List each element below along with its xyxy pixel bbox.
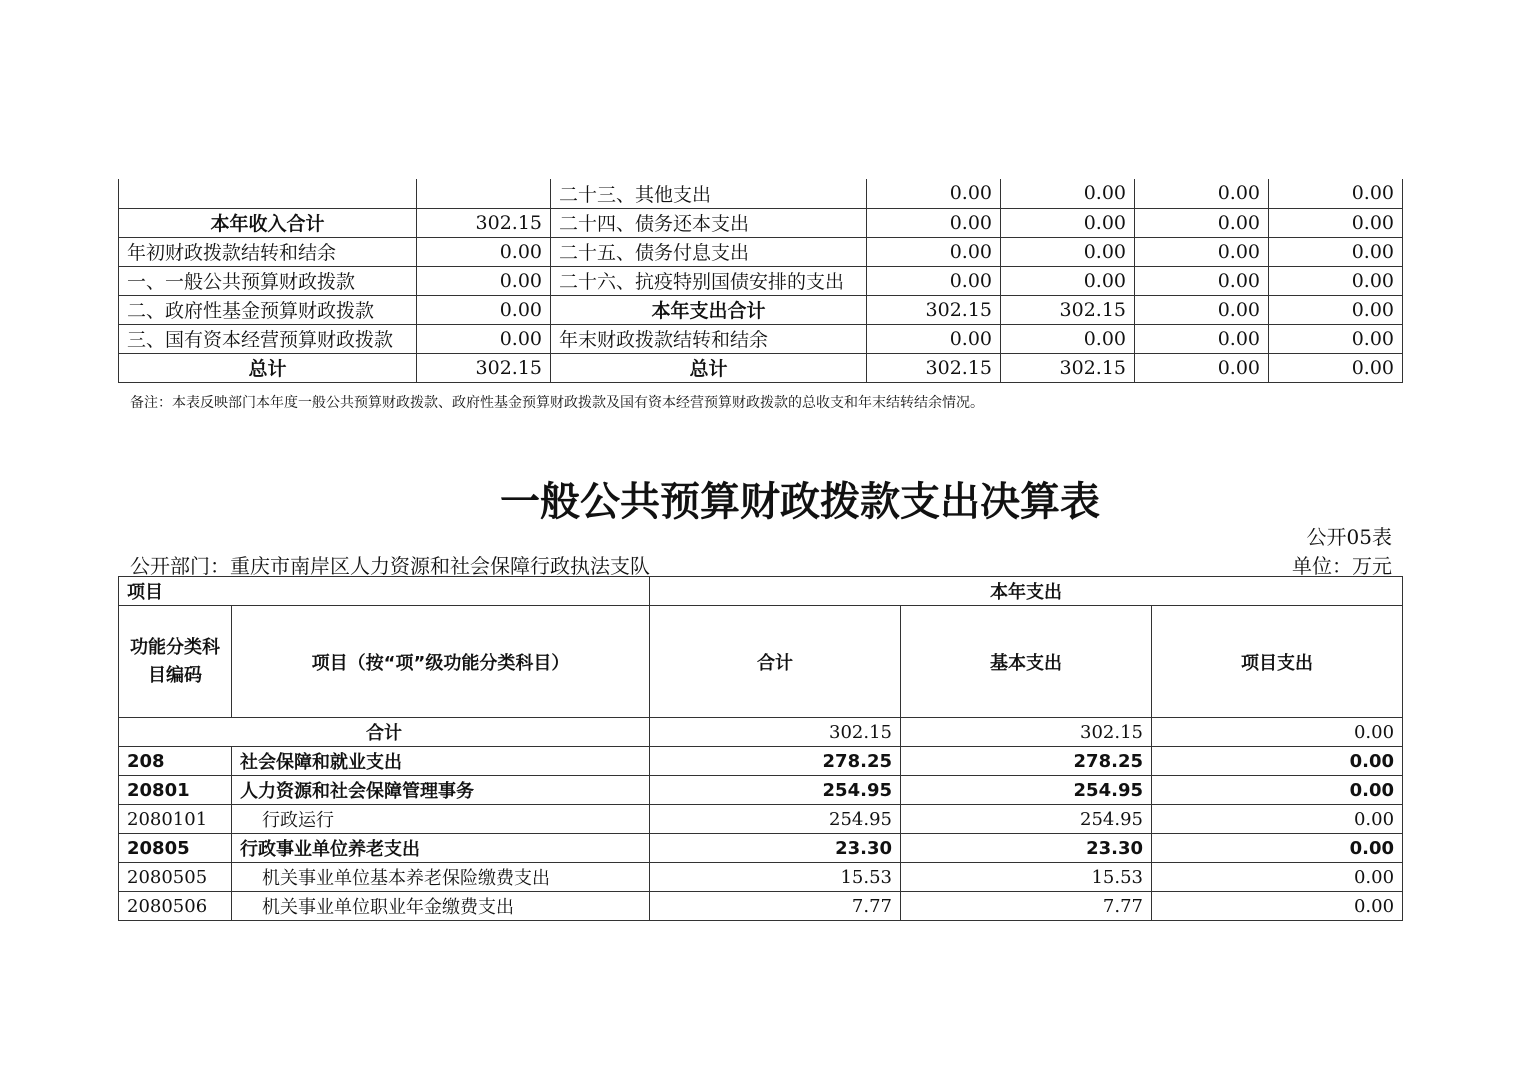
value-3: 0.00: [1135, 237, 1269, 266]
table-row: [119, 237, 1403, 266]
value-3: 0.00: [1135, 208, 1269, 237]
value-1: 0.00: [867, 208, 1001, 237]
department-label: 公开部门：重庆市南岸区人力资源和社会保障行政执法支队: [130, 554, 650, 578]
total-label: 合计: [119, 718, 650, 747]
total-value: 254.95: [650, 776, 901, 805]
header-project-expense: 项目支出: [1152, 606, 1403, 718]
total-row: [119, 718, 1403, 747]
value-4: 0.00: [1269, 353, 1403, 382]
value-1: 302.15: [867, 295, 1001, 324]
function-code: 2080505: [119, 863, 232, 892]
basic-value: 15.53: [901, 863, 1152, 892]
value-4: 0.00: [1269, 266, 1403, 295]
value-4: 0.00: [1269, 324, 1403, 353]
function-code: 2080101: [119, 805, 232, 834]
header-project: 项目: [119, 577, 650, 606]
basic-value: 254.95: [901, 776, 1152, 805]
value-2: 0.00: [1001, 266, 1135, 295]
basic-value: 254.95: [901, 805, 1152, 834]
left-value: 0.00: [417, 324, 551, 353]
table-note: 备注：本表反映部门本年度一般公共预算财政拨款、政府性基金预算财政拨款及国有资本经营预算财政拨款的总收支和年末结转结余情况。: [130, 395, 984, 411]
total-value: 302.15: [650, 718, 901, 747]
function-name: 行政运行: [232, 805, 650, 834]
project-value: 0.00: [1152, 834, 1403, 863]
function-code: 208: [119, 747, 232, 776]
function-name: 行政事业单位养老支出: [232, 834, 650, 863]
revenue-expense-summary-table: [118, 179, 1403, 383]
total-value: 23.30: [650, 834, 901, 863]
page-title: 一般公共预算财政拨款支出决算表: [500, 478, 1100, 525]
table-number: 公开05表: [1306, 525, 1392, 549]
function-name: 社会保障和就业支出: [232, 747, 650, 776]
value-1: 0.00: [867, 237, 1001, 266]
left-label: 三、国有资本经营预算财政拨款: [119, 324, 417, 353]
value-2: 0.00: [1001, 179, 1135, 208]
left-value: 302.15: [417, 208, 551, 237]
value-2: 0.00: [1001, 324, 1135, 353]
unit-label: 单位：万元: [1292, 554, 1392, 578]
header-total: 合计: [650, 606, 901, 718]
value-3: 0.00: [1135, 324, 1269, 353]
project-value: 0.00: [1152, 863, 1403, 892]
table-row: [119, 179, 1403, 208]
right-label: 二十五、债务付息支出: [551, 237, 867, 266]
header-basic: 基本支出: [901, 606, 1152, 718]
value-4: 0.00: [1269, 208, 1403, 237]
table-row: [119, 805, 1403, 834]
table-row: [119, 208, 1403, 237]
expense-final-accounts-table: [118, 576, 1403, 921]
project-value: 0.00: [1152, 776, 1403, 805]
left-label: 二、政府性基金预算财政拨款: [119, 295, 417, 324]
value-1: 302.15: [867, 353, 1001, 382]
value-2: 0.00: [1001, 208, 1135, 237]
function-name: 机关事业单位职业年金缴费支出: [232, 892, 650, 921]
value-2: 302.15: [1001, 295, 1135, 324]
right-label: 总计: [551, 353, 867, 382]
value-3: 0.00: [1135, 353, 1269, 382]
value-1: 0.00: [867, 179, 1001, 208]
table-row: [119, 892, 1403, 921]
left-label: 本年收入合计: [119, 208, 417, 237]
value-3: 0.00: [1135, 295, 1269, 324]
value-3: 0.00: [1135, 266, 1269, 295]
header-code: 功能分类科目编码: [119, 606, 232, 718]
left-value: 0.00: [417, 266, 551, 295]
left-label: 一、一般公共预算财政拨款: [119, 266, 417, 295]
basic-value: 302.15: [901, 718, 1152, 747]
basic-value: 278.25: [901, 747, 1152, 776]
left-value: 0.00: [417, 295, 551, 324]
right-label: 二十六、抗疫特别国债安排的支出: [551, 266, 867, 295]
right-label: 本年支出合计: [551, 295, 867, 324]
total-value: 7.77: [650, 892, 901, 921]
left-value: [417, 179, 551, 208]
basic-value: 23.30: [901, 834, 1152, 863]
value-1: 0.00: [867, 324, 1001, 353]
value-1: 0.00: [867, 266, 1001, 295]
function-code: 20805: [119, 834, 232, 863]
left-label: [119, 179, 417, 208]
table-row: [119, 776, 1403, 805]
table-row: [119, 295, 1403, 324]
right-label: 年末财政拨款结转和结余: [551, 324, 867, 353]
table-row: [119, 863, 1403, 892]
total-value: 15.53: [650, 863, 901, 892]
value-3: 0.00: [1135, 179, 1269, 208]
left-value: 0.00: [417, 237, 551, 266]
value-2: 0.00: [1001, 237, 1135, 266]
value-4: 0.00: [1269, 295, 1403, 324]
table-row: [119, 834, 1403, 863]
table-row: [119, 324, 1403, 353]
project-value: 0.00: [1152, 718, 1403, 747]
right-label: 二十三、其他支出: [551, 179, 867, 208]
table-row: [119, 747, 1403, 776]
header-row: [119, 606, 1403, 718]
value-2: 302.15: [1001, 353, 1135, 382]
value-4: 0.00: [1269, 237, 1403, 266]
function-name: 机关事业单位基本养老保险缴费支出: [232, 863, 650, 892]
header-item: 项目（按“项”级功能分类科目）: [232, 606, 650, 718]
header-current-year-expense: 本年支出: [650, 577, 1403, 606]
total-value: 278.25: [650, 747, 901, 776]
left-label: 年初财政拨款结转和结余: [119, 237, 417, 266]
function-code: 2080506: [119, 892, 232, 921]
total-value: 254.95: [650, 805, 901, 834]
left-value: 302.15: [417, 353, 551, 382]
value-4: 0.00: [1269, 179, 1403, 208]
table-row: [119, 266, 1403, 295]
table-row: [119, 353, 1403, 382]
header-row: [119, 577, 1403, 606]
basic-value: 7.77: [901, 892, 1152, 921]
project-value: 0.00: [1152, 747, 1403, 776]
function-name: 人力资源和社会保障管理事务: [232, 776, 650, 805]
right-label: 二十四、债务还本支出: [551, 208, 867, 237]
left-label: 总计: [119, 353, 417, 382]
project-value: 0.00: [1152, 892, 1403, 921]
project-value: 0.00: [1152, 805, 1403, 834]
function-code: 20801: [119, 776, 232, 805]
